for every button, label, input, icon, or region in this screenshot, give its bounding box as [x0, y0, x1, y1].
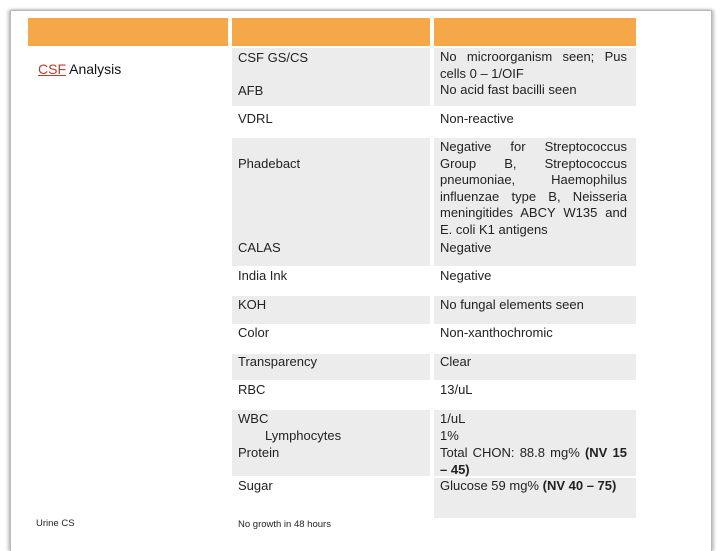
- test-result: Non-xanthochromic: [440, 325, 553, 340]
- test-name: RBC: [238, 382, 266, 397]
- test-name: India Ink: [238, 268, 288, 283]
- test-result: Clear: [440, 354, 472, 369]
- csf-link[interactable]: CSF: [38, 61, 66, 77]
- test-result: Total CHON: 88.8 mg% (NV 15 – 45): [440, 445, 627, 477]
- test-result: 1%: [440, 428, 459, 443]
- test-name: Protein: [238, 445, 280, 460]
- normal-value-note: (NV 15 – 45): [440, 445, 627, 477]
- table-header-cell: [28, 18, 228, 46]
- urine-label: Urine CS: [36, 518, 75, 529]
- test-name: Transparency: [238, 354, 317, 369]
- test-result: Non-reactive: [440, 111, 514, 126]
- test-result: Negative for Streptococcus Group B, Streptococcus pneumoniae, Haemophilus influenzae type B, Neisseria meningitides ABCY W135 and E. coli K1 antigens: [440, 139, 627, 237]
- test-result: No acid fast bacilli seen: [440, 82, 577, 97]
- urine-result: No growth in 48 hours: [238, 519, 331, 530]
- section-title: CSF Analysis: [38, 61, 122, 77]
- test-result: Negative: [440, 240, 492, 255]
- test-name: AFB: [238, 83, 264, 98]
- test-name: KOH: [238, 297, 267, 312]
- test-result: 13/uL: [440, 382, 473, 397]
- normal-value-note: (NV 40 – 75): [542, 478, 617, 493]
- test-name: Color: [238, 325, 270, 340]
- test-name: Lymphocytes: [265, 428, 342, 443]
- test-result: Negative: [440, 268, 492, 283]
- test-result: No fungal elements seen: [440, 297, 584, 312]
- test-name: CALAS: [238, 240, 281, 255]
- section-cell: [28, 48, 228, 508]
- test-name: Sugar: [238, 478, 273, 493]
- test-name: Phadebact: [238, 156, 301, 171]
- test-result: 1/uL: [440, 411, 466, 426]
- test-name: WBC: [238, 411, 269, 426]
- table-header-cell: [434, 18, 636, 46]
- test-name: VDRL: [238, 111, 273, 126]
- table-header-cell: [232, 18, 430, 46]
- test-name: CSF GS/CS: [238, 50, 309, 65]
- test-result: No microorganism seen; Pus cells 0 – 1/OIF: [440, 49, 627, 81]
- test-result: Glucose 59 mg% (NV 40 – 75): [440, 478, 617, 493]
